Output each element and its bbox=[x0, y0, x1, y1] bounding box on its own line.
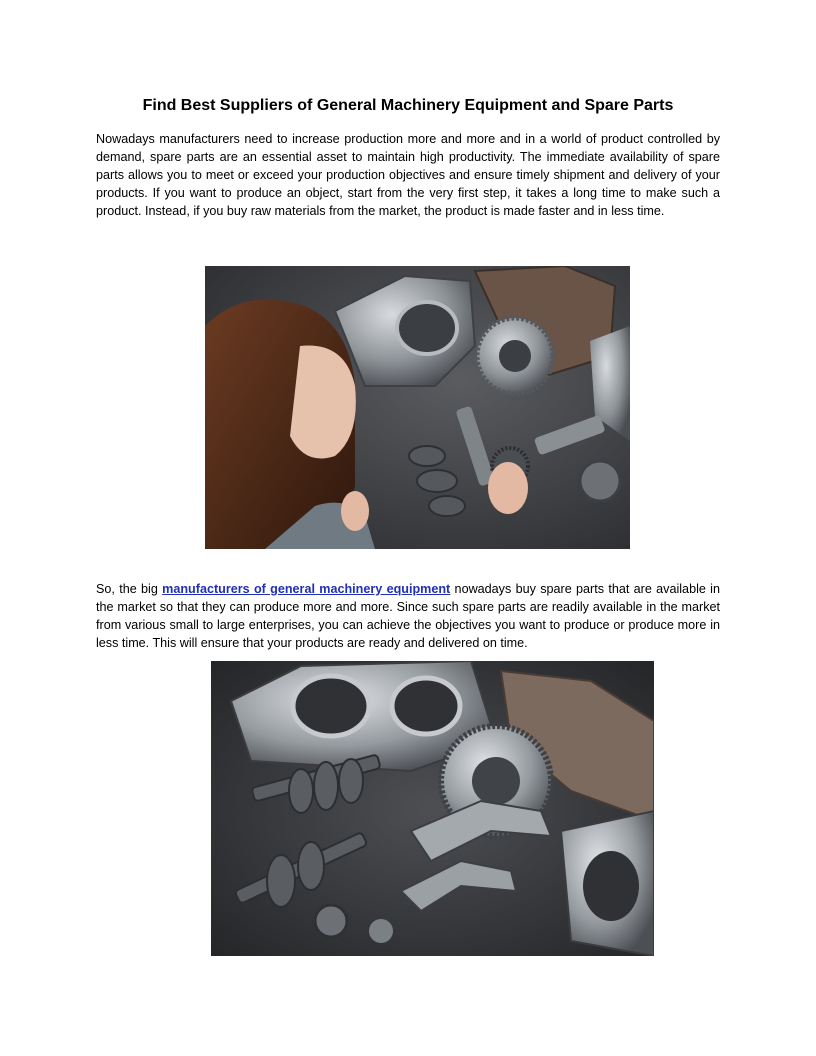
paragraph-text-start: So, the big bbox=[96, 582, 163, 596]
page-title: Find Best Suppliers of General Machinery Equipment and Spare Parts bbox=[142, 97, 674, 114]
suppliers-paragraph bbox=[96, 580, 720, 652]
intro-paragraph: Nowadays manufacturers need to increase production more and more and in a world of product controlled by demand, spare parts are an essential asset to maintain high productivity. The immediate availability of spare parts allows you to meet or exceed your production objectives and ensure timely shipment and delivery of your products. If you want to produce an object, start from the very first step, it takes a long time to make such a product. Instead, if you buy raw materials from the market, the product is made faster and in less time. bbox=[96, 132, 720, 218]
mechanic-woman-spare-parts-photo bbox=[205, 266, 630, 549]
spare-parts-table-photo bbox=[211, 661, 654, 956]
manufacturers-link[interactable]: manufacturers of general machinery equipment bbox=[162, 582, 451, 596]
paragraph-text-end: nowadays buy spare parts that are available in the market so that they can produce more and more. Since such spare parts are readily available in the market from various small to large enterprises, you can achieve the objectives you want to produce or produce more in less time. This will ensure that your products are ready and delivered on time. bbox=[96, 582, 720, 650]
